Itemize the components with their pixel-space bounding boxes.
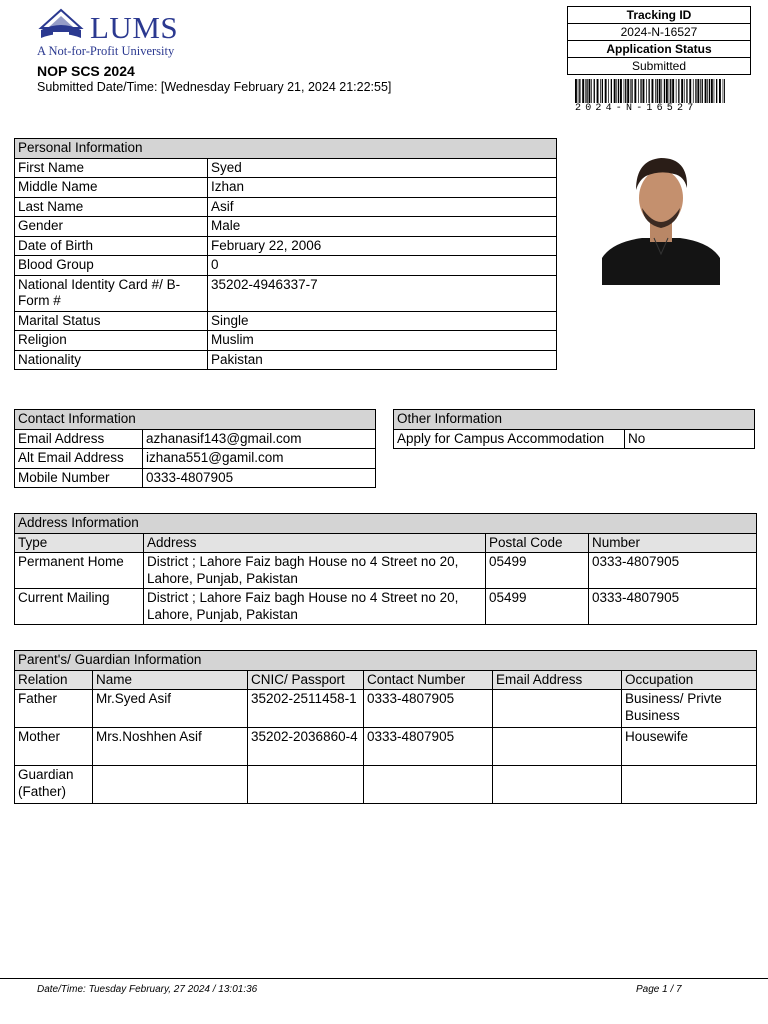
address-text: District ; Lahore Faiz bagh House no 4 Street no 20, Lahore, Punjab, Pakistan: [144, 589, 486, 625]
address-info-table: [14, 513, 757, 625]
lums-emblem-icon: [37, 8, 85, 44]
table-row: [15, 690, 757, 728]
tracking-id-label: Tracking ID: [568, 7, 750, 24]
other-info-table: [393, 409, 755, 449]
occupation: Business/ Privte Business: [622, 690, 757, 728]
table-row: [15, 553, 757, 589]
field-value: Asif: [208, 197, 557, 217]
email-address: [493, 728, 622, 766]
table-row: [15, 449, 376, 469]
table-row: [15, 236, 557, 256]
table-row: [15, 728, 757, 766]
section-title: Parent's/ Guardian Information: [15, 651, 757, 671]
cnic: [248, 766, 364, 804]
contact-info-table: [14, 409, 376, 488]
field-value: Izhan: [208, 178, 557, 198]
tracking-id-value: 2024-N-16527: [568, 24, 750, 41]
postal-code: 05499: [486, 553, 589, 589]
column-header: Name: [93, 670, 248, 690]
field-label: Gender: [15, 217, 208, 237]
field-label: Email Address: [15, 429, 143, 449]
guardian-info-table: [14, 650, 757, 804]
section-title: Address Information: [15, 514, 757, 534]
table-row: [15, 429, 376, 449]
field-value: No: [625, 429, 755, 449]
page-number: Page 1 / 7: [636, 984, 682, 995]
table-row: [394, 429, 755, 449]
phone-number: 0333-4807905: [589, 589, 757, 625]
table-row: [15, 311, 557, 331]
section-title: Other Information: [394, 410, 755, 430]
contact-number: 0333-4807905: [364, 728, 493, 766]
guardian-name: Mrs.Noshhen Asif: [93, 728, 248, 766]
field-value: Syed: [208, 158, 557, 178]
relation: Mother: [15, 728, 93, 766]
logo-name: LUMS: [90, 10, 179, 45]
field-label: Alt Email Address: [15, 449, 143, 469]
submitted-datetime: Submitted Date/Time: [Wednesday February 21, 2024 21:22:55]: [37, 80, 392, 94]
table-row: [15, 197, 557, 217]
field-value: 35202-4946337-7: [208, 275, 557, 311]
field-value: Pakistan: [208, 350, 557, 370]
field-label: Marital Status: [15, 311, 208, 331]
personal-info-table: [14, 138, 557, 370]
column-header: Occupation: [622, 670, 757, 690]
column-header: Type: [15, 533, 144, 553]
address-type: Permanent Home: [15, 553, 144, 589]
field-value: izhana551@gamil.com: [143, 449, 376, 469]
barcode-text: 2024-N-16527: [575, 103, 698, 114]
section-title: Personal Information: [15, 139, 557, 159]
field-value: Muslim: [208, 331, 557, 351]
email-address: [493, 690, 622, 728]
column-header: Relation: [15, 670, 93, 690]
field-label: Mobile Number: [15, 468, 143, 488]
phone-number: 0333-4807905: [589, 553, 757, 589]
table-row: [15, 589, 757, 625]
footer-divider: [0, 978, 768, 979]
contact-number: 0333-4807905: [364, 690, 493, 728]
field-label: Religion: [15, 331, 208, 351]
table-header-row: [15, 670, 757, 690]
field-value: Male: [208, 217, 557, 237]
column-header: Email Address: [493, 670, 622, 690]
field-value: 0333-4807905: [143, 468, 376, 488]
column-header: Address: [144, 533, 486, 553]
field-label: Date of Birth: [15, 236, 208, 256]
applicant-photo: [602, 146, 720, 285]
relation: Father: [15, 690, 93, 728]
document-title: NOP SCS 2024: [37, 63, 135, 79]
field-label: Blood Group: [15, 256, 208, 276]
table-header-row: [15, 533, 757, 553]
field-label: First Name: [15, 158, 208, 178]
table-row: [15, 331, 557, 351]
footer-datetime: Date/Time: Tuesday February, 27 2024 / 13:01:36: [37, 984, 258, 995]
guardian-name: Mr.Syed Asif: [93, 690, 248, 728]
tracking-box: [567, 6, 751, 75]
address-text: District ; Lahore Faiz bagh House no 4 Street no 20, Lahore, Punjab, Pakistan: [144, 553, 486, 589]
email-address: [493, 766, 622, 804]
relation: Guardian (Father): [15, 766, 93, 804]
guardian-name: [93, 766, 248, 804]
table-row: [15, 766, 757, 804]
column-header: Postal Code: [486, 533, 589, 553]
occupation: Housewife: [622, 728, 757, 766]
cnic: 35202-2511458-1: [248, 690, 364, 728]
section-title: Contact Information: [15, 410, 376, 430]
field-value: Single: [208, 311, 557, 331]
field-value: February 22, 2006: [208, 236, 557, 256]
field-label: Nationality: [15, 350, 208, 370]
table-row: [15, 256, 557, 276]
table-row: [15, 350, 557, 370]
column-header: Contact Number: [364, 670, 493, 690]
postal-code: 05499: [486, 589, 589, 625]
table-row: [15, 468, 376, 488]
table-row: [15, 178, 557, 198]
table-row: [15, 275, 557, 311]
field-label: National Identity Card #/ B-Form #: [15, 275, 208, 311]
barcode-icon: [575, 79, 725, 103]
contact-number: [364, 766, 493, 804]
field-value: azhanasif143@gmail.com: [143, 429, 376, 449]
table-row: [15, 217, 557, 237]
application-status-value: Submitted: [631, 59, 687, 73]
application-status-label: Application Status: [568, 41, 750, 58]
cnic: 35202-2036860-4: [248, 728, 364, 766]
occupation: [622, 766, 757, 804]
address-type: Current Mailing: [15, 589, 144, 625]
field-label: Apply for Campus Accommodation: [394, 429, 625, 449]
field-label: Middle Name: [15, 178, 208, 198]
table-row: [15, 158, 557, 178]
column-header: CNIC/ Passport: [248, 670, 364, 690]
column-header: Number: [589, 533, 757, 553]
logo-tagline: A Not-for-Profit University: [37, 44, 175, 58]
field-value: 0: [208, 256, 557, 276]
field-label: Last Name: [15, 197, 208, 217]
